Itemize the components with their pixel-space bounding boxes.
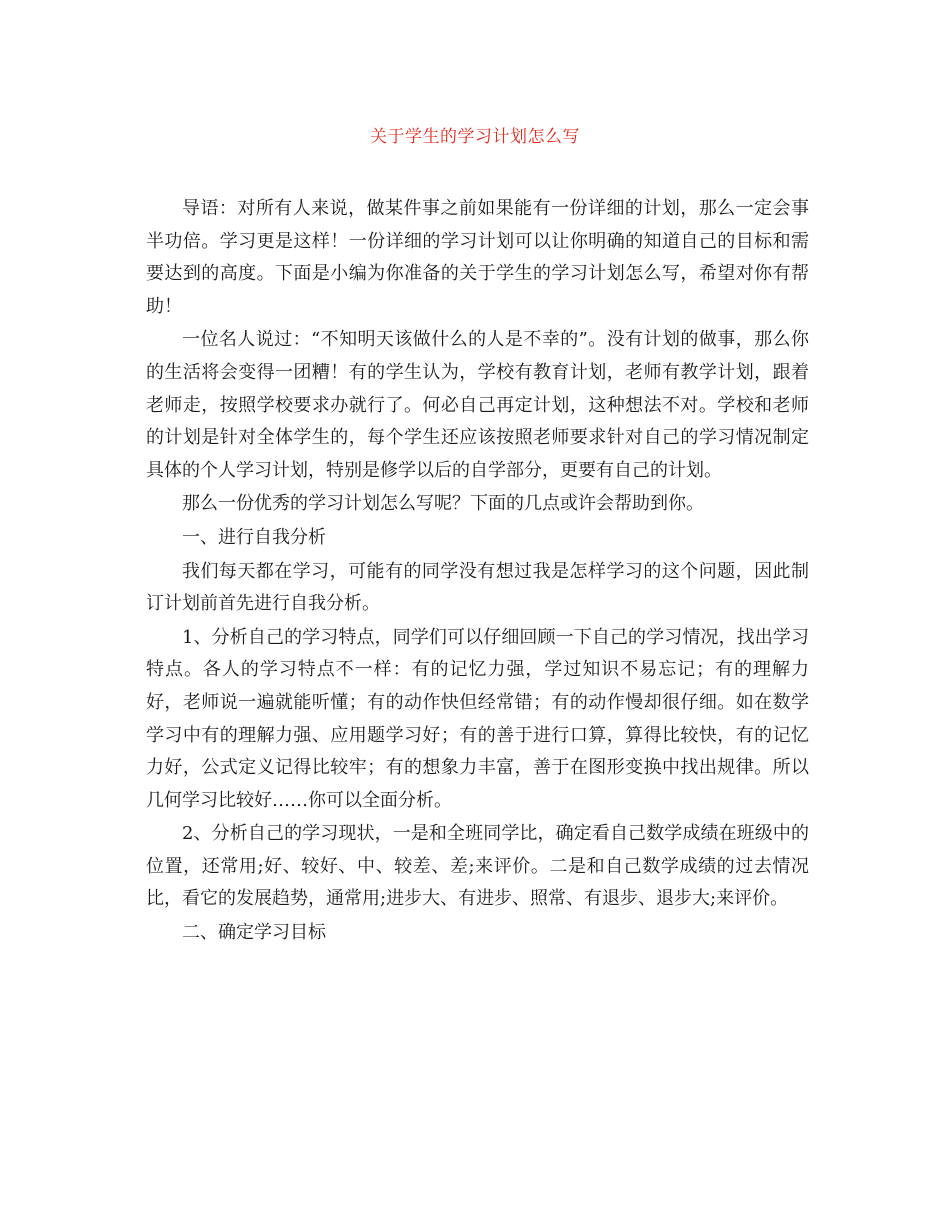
section-heading-self-analysis: 一、进行自我分析 [182,526,326,548]
document-title: 关于学生的学习计划怎么写 [370,127,580,147]
section-heading-goals: 二、确定学习目标 [182,922,326,944]
paragraph-learning-traits: 1、分析自己的学习特点，同学们可以仔细回顾一下自己的学习情况，找出学习特点。各人的学习特点不一样：有的记忆力强，学过知识不易忘记；有的理解力好，老师说一遍就能听懂；有的动作快但经常错；有的动作慢却很仔细。如在数学学习中有的理解力强、应用题学习好；有的善于进行口算，算得比较快，有的记忆力好，公式定义记得比较牢；有的想象力丰富，善于在图形变换中找出规律。所以几何学习比较好……你可以全面分析。 [146,626,809,811]
paragraph-intro: 导语：对所有人来说，做某件事之前如果能有一份详细的计划，那么一定会事半功倍。学习更是这样！一份详细的学习计划可以让你明确的知道自己的目标和需要达到的高度。下面是小编为你准备的关于学生的学习计划怎么写，希望对你有帮助！ [146,198,809,317]
paragraph-self-analysis: 我们每天都在学习，可能有的同学没有想过我是怎样学习的这个问题，因此制订计划前首先进行自我分析。 [146,560,809,615]
paragraph-learning-status: 2、分析自己的学习现状，一是和全班同学比，确定看自己数学成绩在班级中的位置，还常用;好、较好、中、较差、差;来评价。二是和自己数学成绩的过去情况比，看它的发展趋势，通常用;进步大、有进步、照常、有退步、退步大;来评价。 [146,823,809,910]
paragraph-lead: 那么一份优秀的学习计划怎么写呢？下面的几点或许会帮助到你。 [182,493,704,515]
paragraph-quote: 一位名人说过：“不知明天该做什么的人是不幸的”。没有计划的做事，那么你的生活将会变得一团糟！有的学生认为，学校有教育计划，老师有教学计划，跟着老师走，按照学校要求办就行了。何必自己再定计划，这种想法不对。学校和老师的计划是针对全体学生的，每个学生还应该按照老师要求针对自己的学习情况制定具体的个人学习计划，特别是修学以后的自学部分，更要有自己的计划。 [146,329,809,481]
document-body [146,193,809,950]
